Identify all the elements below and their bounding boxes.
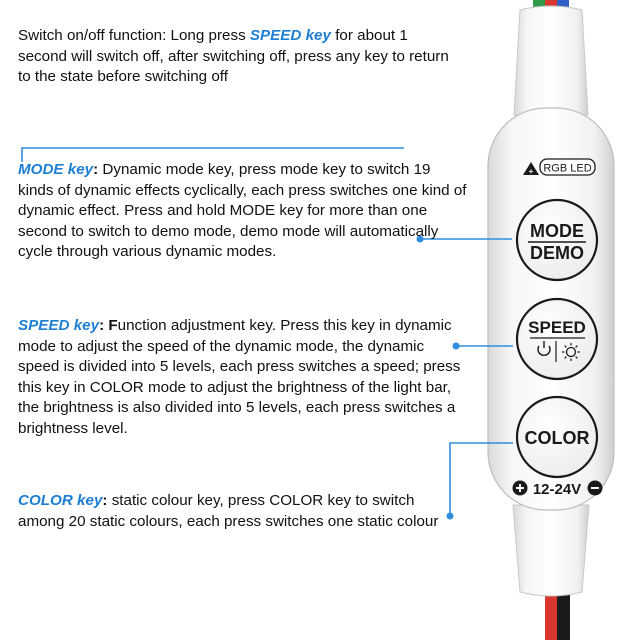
color-colon: : xyxy=(102,492,108,509)
switch-keyword: SPEED key xyxy=(249,27,331,44)
svg-text:+: + xyxy=(528,167,534,176)
speed-text: unction adjustment key. Press this key in dynamic mode to adjust the speed of the dynamic mode, the dynamic speed is divided into 5 levels, each press switches a speed; press this key in COLOR mode to adjust the brightness of the light bar, the brightness is also divided into 5 levels, each press switches a brightness level. xyxy=(18,317,461,437)
mode-description xyxy=(18,160,468,263)
color-keyword: COLOR key xyxy=(18,492,103,509)
speed-button[interactable] xyxy=(517,299,597,379)
switch-description xyxy=(18,26,458,88)
color-button[interactable] xyxy=(517,397,597,477)
mode-demo-button[interactable] xyxy=(517,200,597,280)
speed-label: SPEED xyxy=(528,318,586,337)
cable-sleeve-bottom xyxy=(513,505,589,596)
color-text: static colour key, press COLOR key to switch among 20 static colours, each press switches one static colour xyxy=(18,492,439,530)
mode-keyword: MODE key xyxy=(18,161,94,178)
mode-label: MODE xyxy=(530,221,584,241)
switch-text-before: Switch on/off function: Long press xyxy=(18,27,250,44)
speed-description xyxy=(18,316,468,439)
speed-colon: : F xyxy=(99,317,118,334)
voltage-label: 12-24V xyxy=(532,481,582,498)
switch-text-after: for about 1 second will switch off, after switching off, press any key to return to the state before switching off xyxy=(18,27,449,85)
demo-label: DEMO xyxy=(530,243,584,263)
speed-keyword: SPEED key xyxy=(18,317,100,334)
color-description xyxy=(18,491,458,532)
cable-sleeve-top xyxy=(514,6,588,115)
color-label: COLOR xyxy=(524,428,590,448)
mode-text: Dynamic mode key, press mode key to switch 19 kinds of dynamic effects cyclically, each press switches one kind of dynamic effect. Press and hold MODE key for more than one second to switch to demo mode, demo mode will automatically cycle through various dynamic modes. xyxy=(18,161,467,260)
mode-colon: : xyxy=(93,161,99,178)
badge-label: RGB LED xyxy=(543,162,592,175)
